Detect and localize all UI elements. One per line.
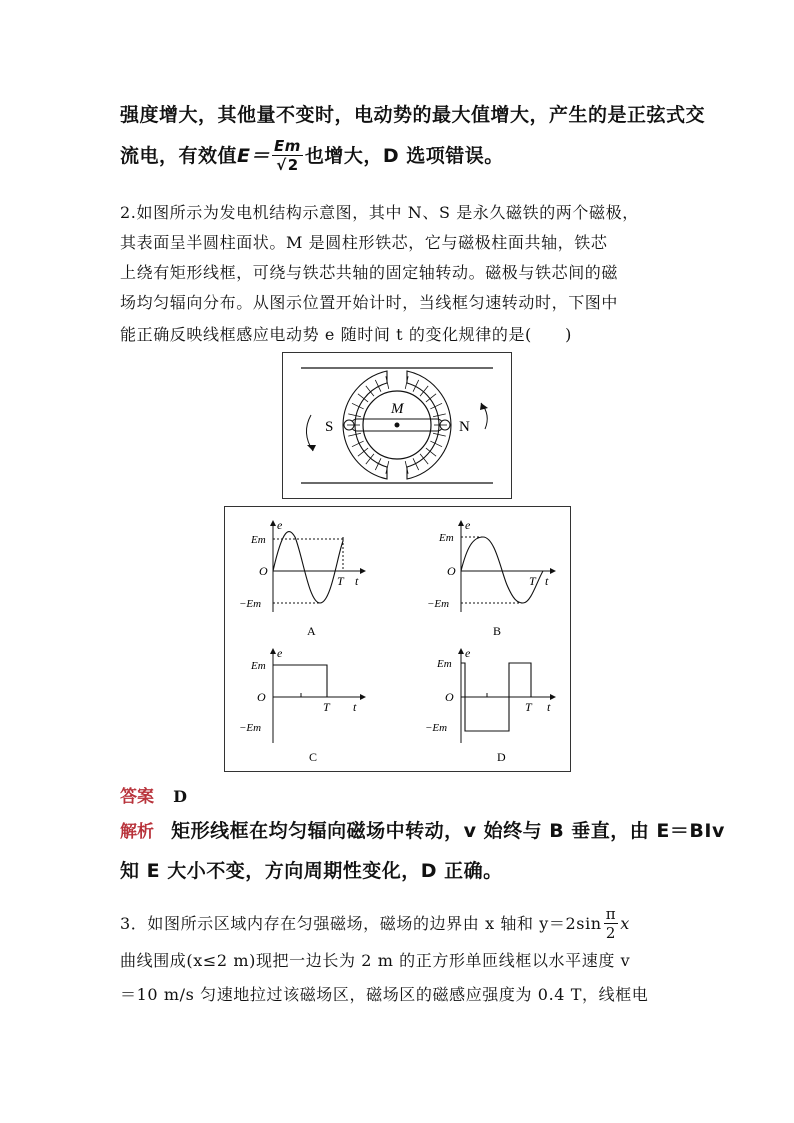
field-line [348, 414, 361, 417]
origin-label: O [257, 690, 266, 704]
graph-A [239, 518, 365, 638]
graph-D [425, 646, 555, 764]
axis-t-label: t [353, 700, 357, 714]
answer-value: D [173, 787, 188, 806]
field-line [430, 403, 442, 409]
field-line [430, 441, 442, 447]
pole-S-label: S [325, 419, 334, 435]
q3-fraction [604, 906, 618, 943]
axis-t-label: t [355, 574, 359, 588]
q2-line-4: 场均匀辐向分布。从图示位置开始计时，当线框匀速转动时，下图中 [120, 293, 619, 312]
neg-em-label: −Em [427, 598, 450, 610]
field-line [352, 441, 364, 447]
pole-N-label: N [459, 419, 470, 435]
options-figure [224, 506, 571, 772]
field-line [433, 433, 446, 436]
effective-value-fraction: $\frac{Em}{√2}$ [274, 137, 301, 174]
axis-e-label: e [277, 518, 283, 532]
q2-line-2: 其表面呈半圆柱面状。M 是圆柱形铁芯，它与磁极柱面共轴，铁芯 [120, 233, 608, 252]
answer-label: 答案 [120, 787, 154, 807]
solution-line-1: 强度增大，其他量不变时，电动势的最大值增大，产生的是正弦式交 [120, 104, 706, 126]
core-M-label: M [391, 401, 404, 417]
solution-line-2 [120, 138, 504, 175]
period-label: T [337, 574, 344, 588]
neg-em-label: −Em [239, 598, 262, 610]
q2-line-1: 2.如图所示为发电机结构示意图，其中 N、S 是永久磁铁的两个磁极， [120, 203, 639, 222]
field-line [348, 433, 361, 436]
q2-line-3: 上绕有矩形线框，可绕与铁芯共轴的固定轴转动。磁极与铁芯间的磁 [120, 263, 619, 282]
analysis-label: 解析 [120, 822, 154, 842]
neg-em-label: −Em [425, 722, 448, 734]
q3-frac-den: 2 [605, 924, 617, 942]
neg-em-label: −Em [239, 722, 262, 734]
axis-e-label: e [465, 518, 471, 532]
axis-e-label: e [277, 646, 283, 660]
q3-line-1-end: x [620, 914, 630, 933]
em-label: Em [251, 534, 266, 546]
axis-t-label: t [547, 700, 551, 714]
q3-line-3: ＝10 m/s 匀速地拉过该磁场区，磁场区的磁感应强度为 0.4 T，线框电 [120, 985, 649, 1004]
q2-line-5: 能正确反映线框感应电动势 e 随时间 t 的变化规律的是( ) [120, 325, 572, 344]
analysis-text-1: 矩形线框在均匀辐向磁场中转动，v 始终与 B 垂直，由 E＝BIv [171, 820, 725, 842]
origin-label: O [447, 564, 456, 578]
graph-C [239, 646, 365, 764]
q3-line-1-text: 3．如图所示区域内存在匀强磁场，磁场的边界由 x 轴和 y＝2sin [120, 914, 602, 933]
field-line [352, 403, 364, 409]
effective-value-lhs: E＝ [237, 145, 270, 167]
option-C-label: C [309, 750, 318, 764]
option-graphs [225, 507, 570, 771]
option-A-label: A [307, 624, 316, 638]
q3-frac-num: π [605, 905, 617, 923]
em-label: Em [437, 658, 452, 670]
graph-B [427, 518, 555, 638]
generator-figure [282, 352, 512, 499]
axis-e-label: e [465, 646, 471, 660]
fraction-denominator: 2 [287, 156, 299, 174]
solution-line-2-text: 流电，有效值 [120, 145, 238, 167]
period-label: T [529, 574, 536, 588]
option-D-label: D [497, 750, 506, 764]
solution-line-2-end: 也增大，D 选项错误。 [304, 145, 504, 167]
q3-line-1 [120, 906, 630, 943]
origin-label: O [259, 564, 268, 578]
field-line [433, 414, 446, 417]
origin-label: O [445, 690, 454, 704]
generator-diagram [283, 353, 511, 498]
period-label: T [525, 700, 532, 714]
analysis-line-2: 知 E 大小不变，方向周期性变化，D 正确。 [120, 860, 503, 882]
em-label: Em [251, 660, 266, 672]
q3-line-2: 曲线围成(x≤2 m)现把一边长为 2 m 的正方形单匝线框以水平速度 v [120, 951, 631, 970]
option-B-label: B [493, 624, 502, 638]
axis-t-label: t [545, 574, 549, 588]
fraction-numerator: Em [274, 137, 301, 155]
answer-line [120, 782, 188, 807]
em-label: Em [439, 532, 454, 544]
period-label: T [323, 700, 330, 714]
analysis-line-1 [120, 816, 725, 843]
